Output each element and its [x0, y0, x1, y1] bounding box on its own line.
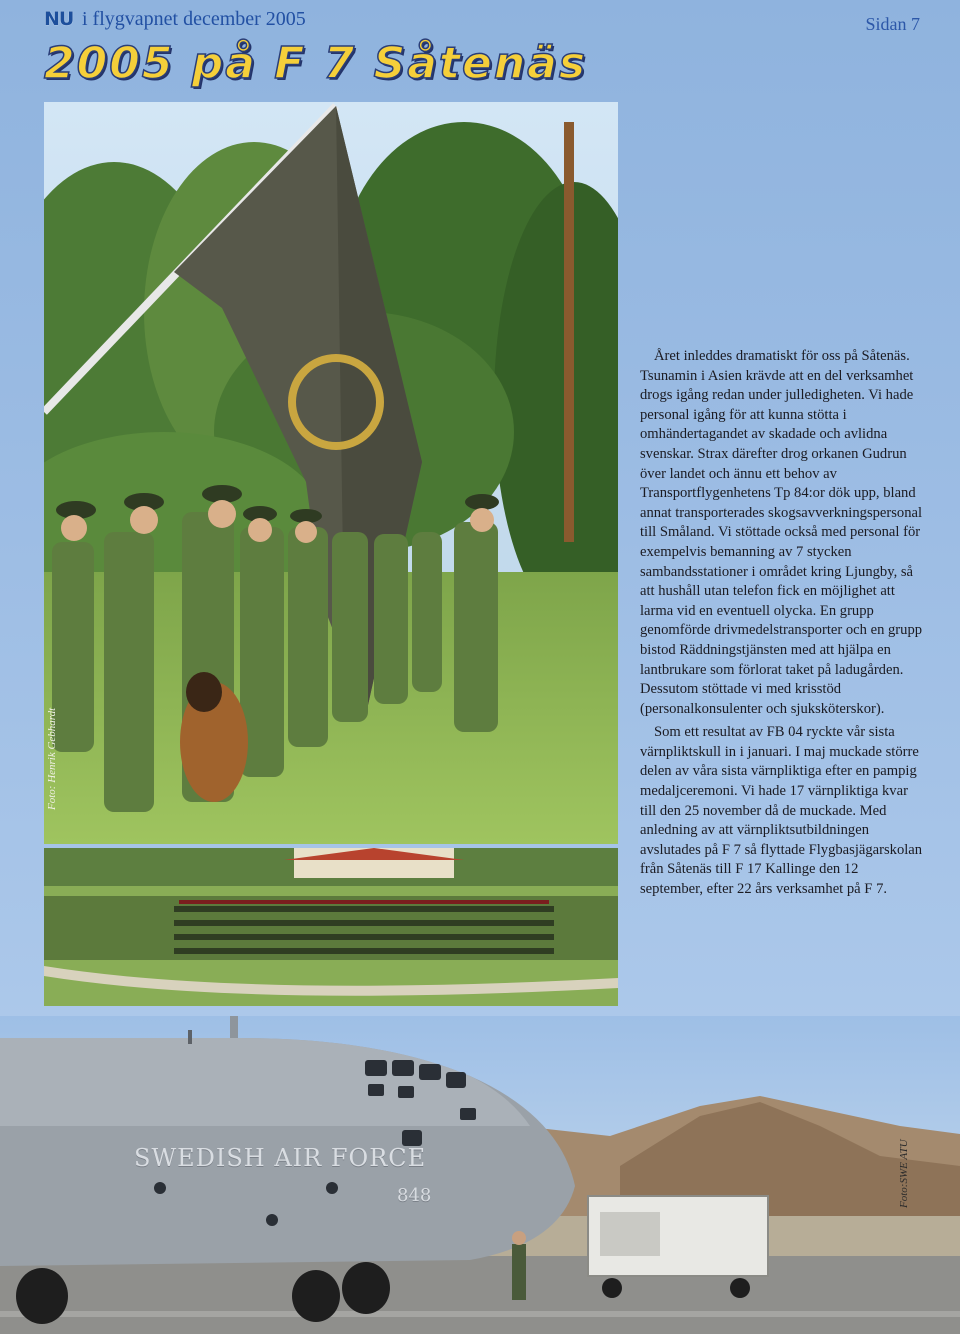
- parade-photo-illustration: [44, 848, 618, 1006]
- aircraft-number: 848: [397, 1185, 432, 1206]
- publication-title: i flygvapnet december 2005: [82, 8, 306, 30]
- aircraft-photo-credit: Foto:SWE ATU: [898, 1139, 910, 1208]
- parade-photo: [44, 848, 618, 1006]
- page-header: [44, 6, 920, 36]
- article-body: [640, 347, 924, 900]
- ceremony-photo-illustration: [44, 102, 618, 844]
- article-paragraph-1: Året inleddes dramatiskt för oss på Såtenäs. Tsunamin i Asien krävde att en del verksamhet drogs igång redan under julledigheten. Vi hade personal igång för att kunna stötta i omhändertagandet av skadade och avlidna svenskar. Strax därefter drog orkanen Gudrun över landet och ännu ett behov av Transportflygenhetens Tp 84:or dök upp, bland annat transporterades skogsavverkningspersonal till Småland. Vi stöttade också med personal för exempelvis bemanning av 7 stycken sambandsstationer i området kring Ljungby, så att hushåll utan telefon fick en möjlighet att larma vid en eventuell olycka. En grupp genomförde drivmedelstransporter och en grupp bistod Räddningstjänsten med att hjälpa en lantbrukare som förlorat taket på ladugården. Dessutom stöttade vi med krisstöd (personalkonsulenter och sjuksköterskor).: [640, 348, 923, 717]
- aircraft-photo-illustration: [0, 1016, 960, 1334]
- ceremony-photo-credit: Foto: Henrik Gebhardt: [46, 707, 58, 810]
- publication-logo: NU: [44, 8, 74, 30]
- article-headline: 2005 på F 7 Såtenäs: [44, 38, 588, 89]
- aircraft-photo: [0, 1016, 960, 1334]
- ceremony-photo: [44, 102, 618, 844]
- article-paragraph-2: Som ett resultat av FB 04 ryckte vår sista värnpliktskull in i januari. I maj muckade större delen av våra sista värnpliktiga efter en pampig medaljceremoni. Vi hade 17 värnpliktiga kvar till den 25 november då de muckade. Med anledning av att värnpliktsutbildningen avslutades på F 7 så flyttade Flygbasjägarskolan från Såtenäs till F 17 Kallinge den 12 september, efter 22 års verksamhet på F 7.: [640, 724, 923, 898]
- aircraft-marking: SWEDISH AIR FORCE: [134, 1144, 427, 1172]
- page-number: Sidan 7: [865, 14, 920, 34]
